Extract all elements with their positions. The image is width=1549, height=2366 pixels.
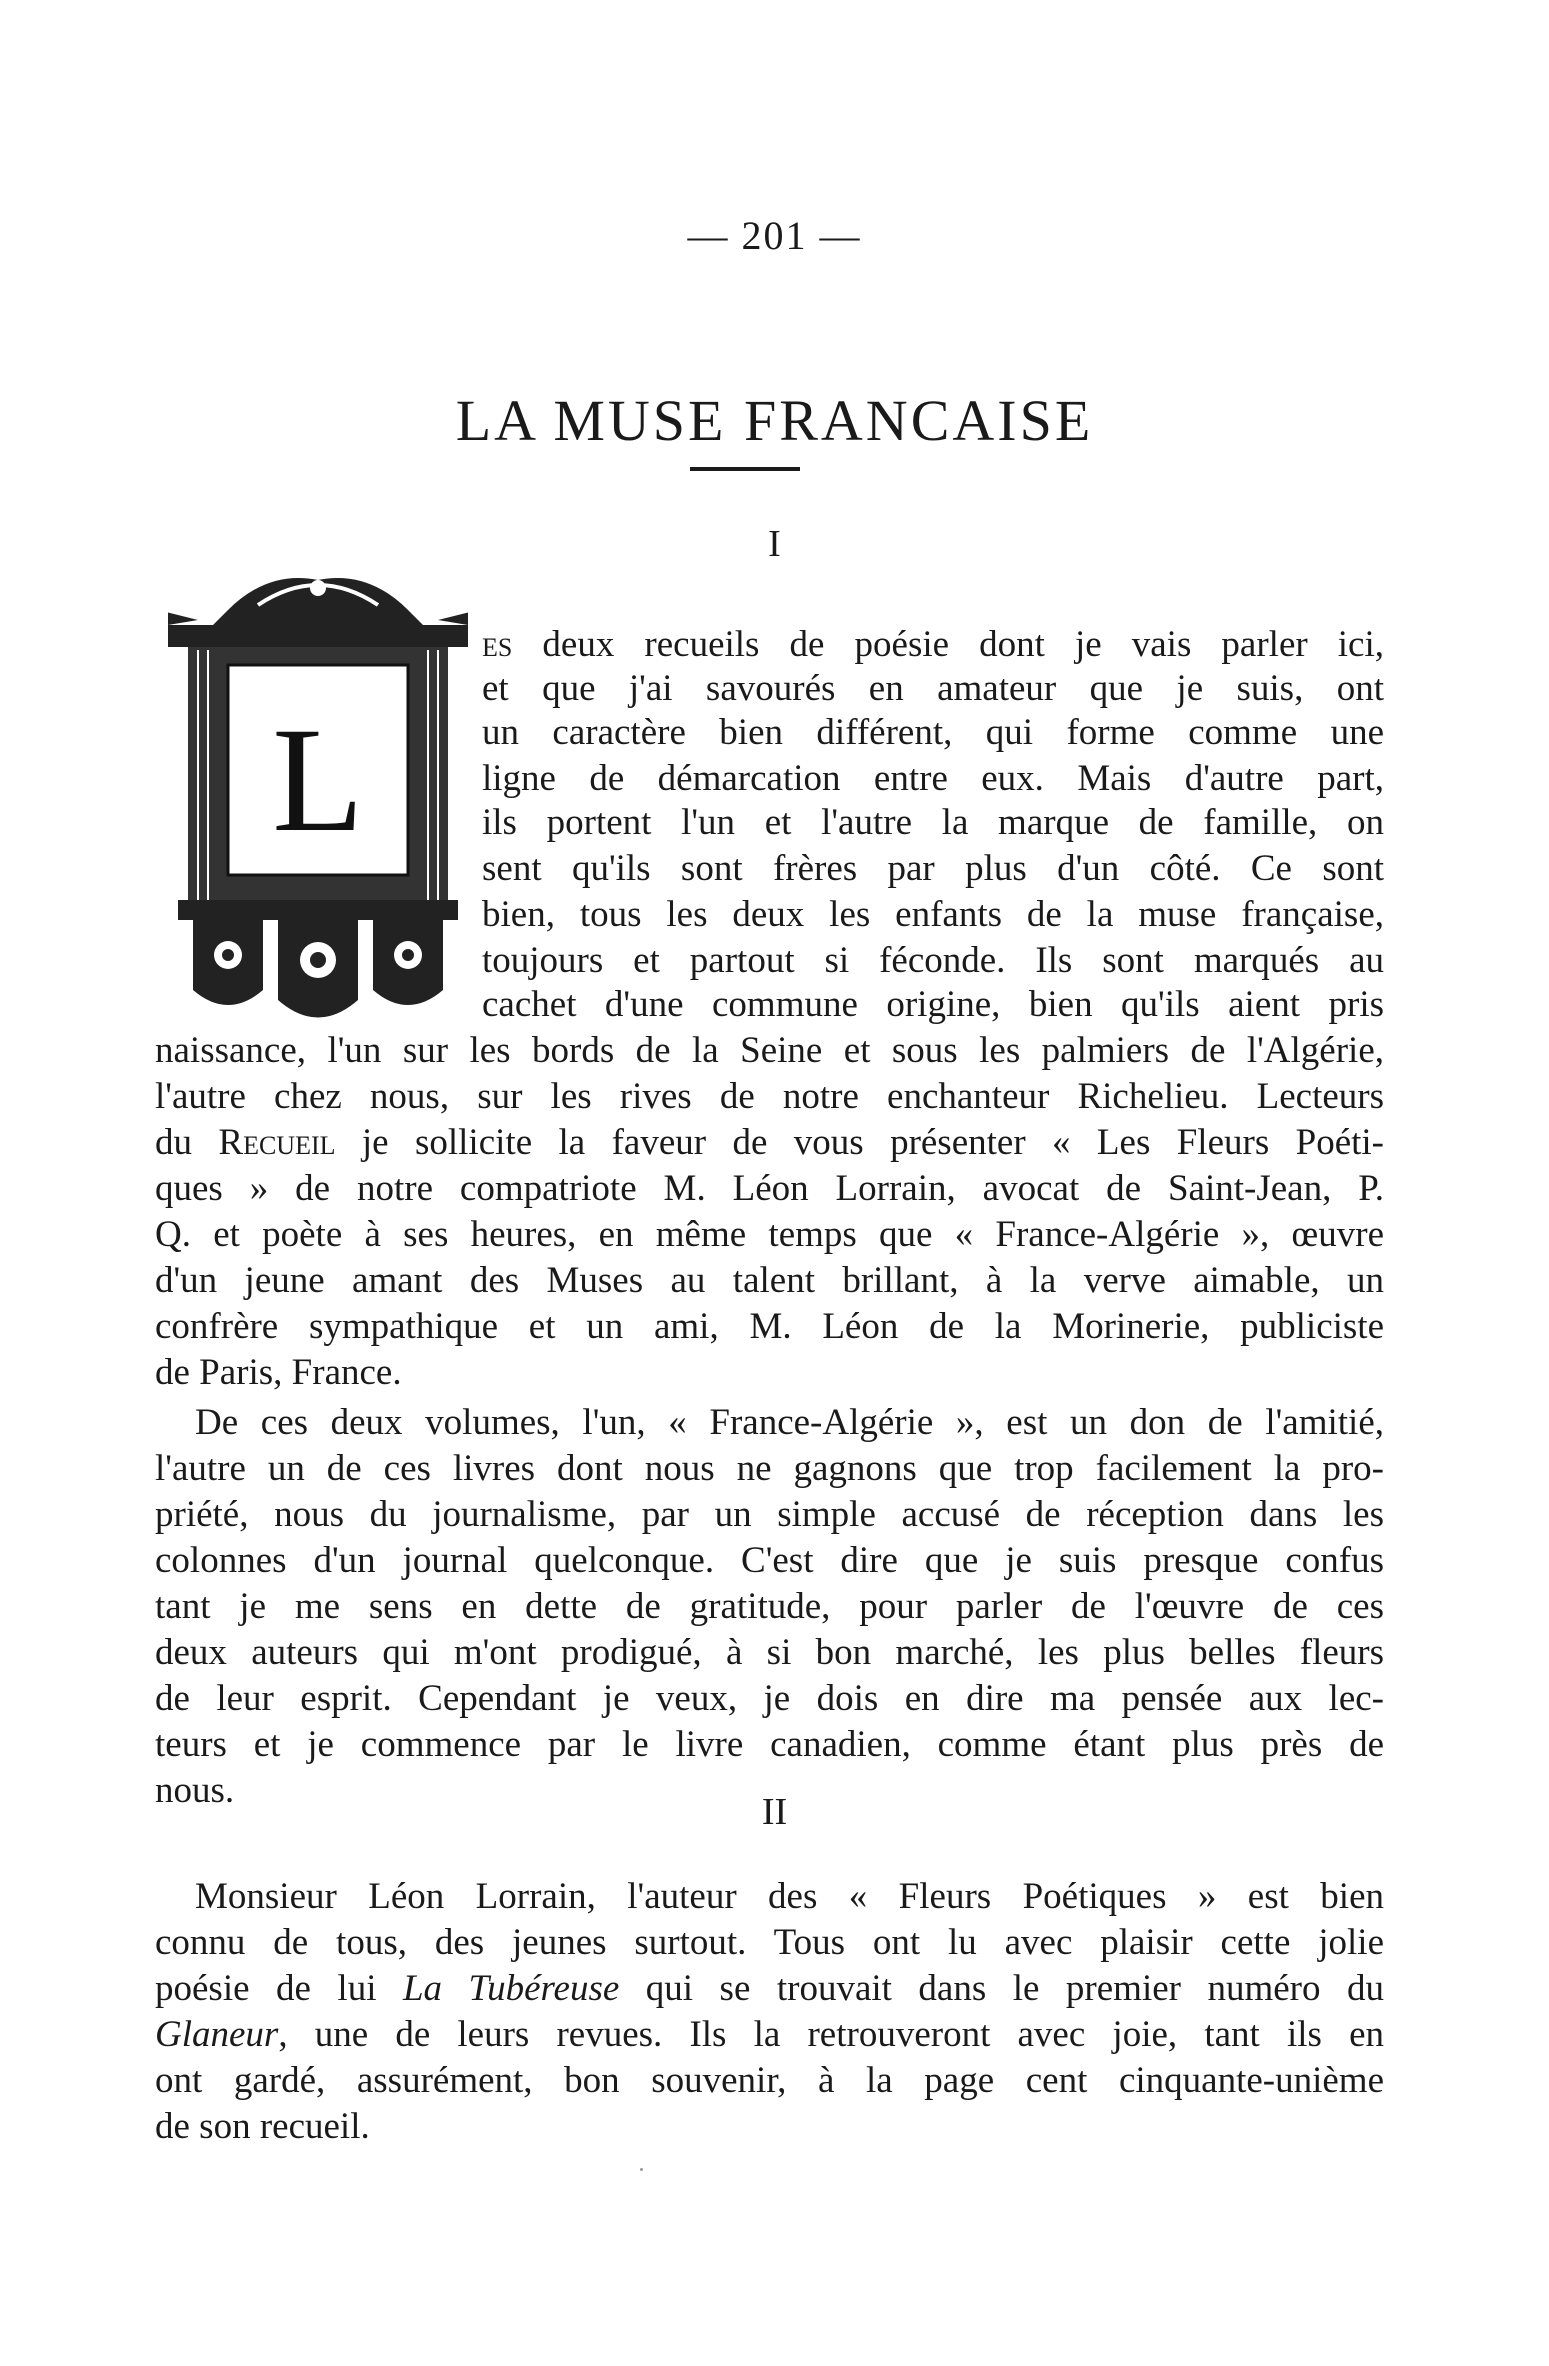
section-numeral-2: II: [761, 1791, 788, 1833]
text-line: l'autre un de ces livres dont nous ne gagnons que trop facilement la pro-: [155, 1448, 1384, 1489]
text-line: toujours et partout si féconde. Ils sont marqués au: [482, 940, 1384, 981]
text-line: priété, nous du journalisme, par un simple accusé de réception dans les: [155, 1494, 1384, 1535]
text-line: de son recueil.: [155, 2106, 370, 2147]
section-numeral-1: I: [768, 523, 781, 565]
recueil-small-caps: Recueil: [218, 1122, 336, 1163]
text-line: teurs et je commence par le livre canadien, comme étant plus près de: [155, 1724, 1384, 1765]
text-line: ils portent l'un et l'autre la marque de famille, on: [482, 802, 1384, 843]
text-line: Q. et poète à ses heures, en même temps que « France-Algérie », œuvre: [155, 1214, 1384, 1255]
text-line: nous.: [155, 1770, 235, 1811]
text-line: bien, tous les deux les enfants de la muse française,: [482, 894, 1384, 935]
title-rule: [690, 467, 800, 471]
text-line: naissance, l'un sur les bords de la Seine et sous les palmiers de l'Algérie,: [155, 1030, 1384, 1071]
page-number: — 201 —: [687, 213, 862, 258]
text-line: cachet d'une commune origine, bien qu'ils aient pris: [482, 984, 1384, 1025]
small-caps-es: es: [482, 624, 513, 665]
text-line: confrère sympathique et un ami, M. Léon de la Morinerie, publiciste: [155, 1306, 1384, 1347]
page-title: LA MUSE FRANCAISE: [455, 387, 1094, 453]
text-line: sent qu'ils sont frères par plus d'un côté. Ce sont: [482, 848, 1384, 889]
text-line: du Recueil je sollicite la faveur de vous présenter « Les Fleurs Poéti-: [155, 1122, 1385, 1163]
text-line: Monsieur Léon Lorrain, l'auteur des « Fleurs Poétiques » est bien: [195, 1876, 1384, 1917]
text-line: ques » de notre compatriote M. Léon Lorrain, avocat de Saint-Jean, P.: [155, 1168, 1384, 1209]
text-line: d'un jeune amant des Muses au talent brillant, à la verve aimable, un: [155, 1260, 1384, 1301]
text-line: es deux recueils de poésie dont je vais parler ici,: [482, 624, 1384, 665]
text-line: ont gardé, assurément, bon souvenir, à la page cent cinquante-unième: [155, 2060, 1384, 2101]
text-line: Glaneur, une de leurs revues. Ils la retrouveront avec joie, tant ils en: [155, 2014, 1384, 2055]
text-line: de Paris, France.: [155, 1352, 402, 1393]
italic-title: Glaneur: [155, 2014, 279, 2055]
text-line: et que j'ai savourés en amateur que je suis, ont: [482, 668, 1384, 709]
drop-cap-letter: L: [272, 697, 364, 863]
text-line: l'autre chez nous, sur les rives de notre enchanteur Richelieu. Lecteurs: [155, 1076, 1384, 1117]
text-line: deux auteurs qui m'ont prodigué, à si bon marché, les plus belles fleurs: [155, 1632, 1384, 1673]
italic-title: La Tubéreuse: [402, 1968, 620, 2009]
text-line: poésie de lui La Tubéreuse qui se trouvait dans le premier numéro du: [155, 1968, 1384, 2009]
speck: [640, 2168, 643, 2171]
text-line: connu de tous, des jeunes surtout. Tous ont lu avec plaisir cette jolie: [155, 1922, 1384, 1963]
text-line: tant je me sens en dette de gratitude, pour parler de l'œuvre de ces: [155, 1586, 1384, 1627]
text-line: ligne de démarcation entre eux. Mais d'autre part,: [482, 758, 1384, 799]
ornamental-frame-drop-cap-icon: [168, 570, 468, 1030]
text-line: De ces deux volumes, l'un, « France-Algérie », est un don de l'amitié,: [195, 1402, 1384, 1443]
text-line: un caractère bien différent, qui forme comme une: [482, 712, 1384, 753]
text-line: de leur esprit. Cependant je veux, je dois en dire ma pensée aux lec-: [155, 1678, 1384, 1719]
text-line: colonnes d'un journal quelconque. C'est dire que je suis presque confus: [155, 1540, 1384, 1581]
